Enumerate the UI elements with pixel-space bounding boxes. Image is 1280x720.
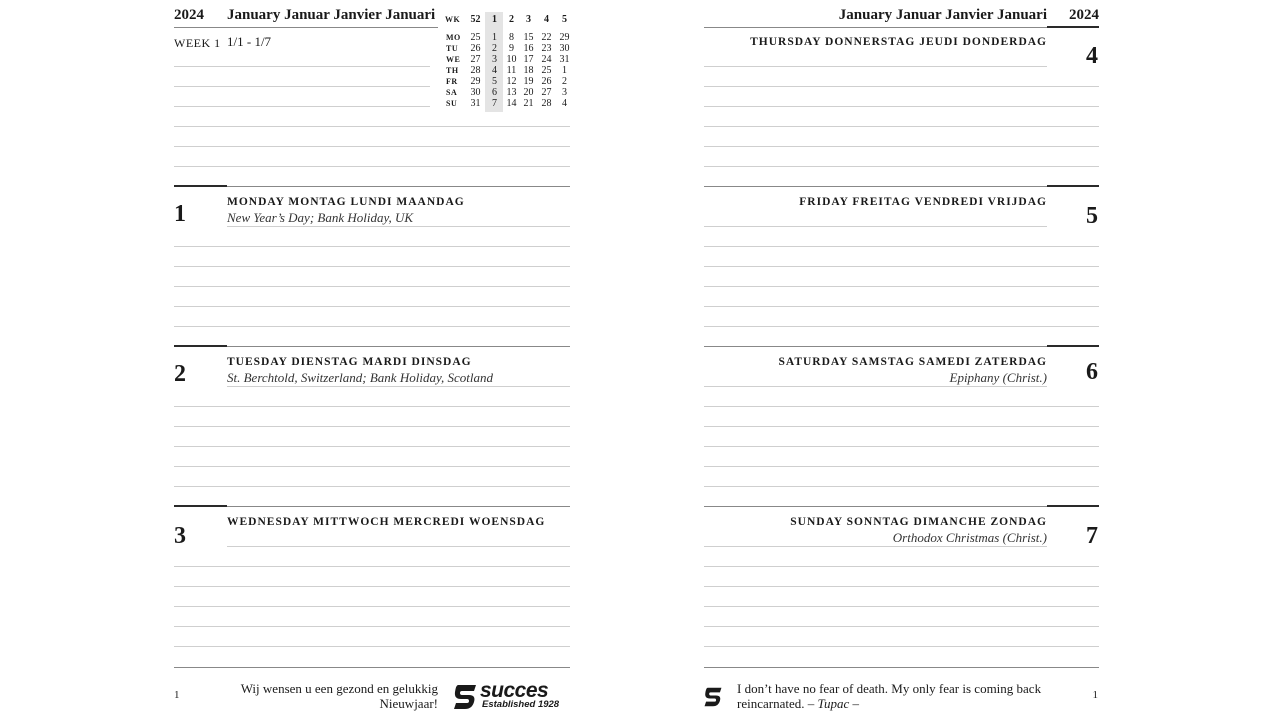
note-line: [174, 86, 430, 87]
mini-calendar-week-number: 3: [526, 14, 531, 25]
note-line: [704, 646, 1099, 647]
note-line: [174, 266, 570, 267]
day-name: THURSDAY DONNERSTAG JEUDI DONDERDAG: [750, 36, 1047, 48]
day-number: 6: [1086, 359, 1098, 385]
day-number: 7: [1086, 523, 1098, 549]
note-line: [174, 126, 570, 127]
note-line: [174, 246, 570, 247]
mini-calendar-day: 28: [541, 98, 552, 109]
note-line: [704, 226, 1047, 227]
day-divider-thin: [227, 186, 570, 187]
week-range: 1/1 - 1/7: [227, 34, 272, 49]
day-name: MONDAY MONTAG LUNDI MAANDAG: [227, 196, 465, 208]
day-divider: [174, 345, 227, 347]
note-line: [704, 446, 1099, 447]
day-divider-thin: [227, 346, 570, 347]
day-divider-thin: [704, 186, 1047, 187]
holiday-note: Epiphany (Christ.): [949, 370, 1047, 385]
note-line: [704, 606, 1099, 607]
note-line: [174, 586, 570, 587]
mini-calendar-day: 8: [509, 32, 514, 43]
mini-calendar-day: 20: [523, 87, 534, 98]
mini-calendar-day: 1: [492, 32, 497, 43]
mini-calendar-week-number: 1: [492, 14, 497, 25]
mini-calendar-wk-header: WK: [445, 15, 461, 24]
note-line: [704, 406, 1099, 407]
day-divider-thin: [227, 506, 570, 507]
mini-calendar-weekday: SA: [446, 88, 458, 97]
note-line: [174, 446, 570, 447]
mini-calendar-day: 5: [492, 76, 497, 87]
mini-calendar-day: 26: [470, 43, 481, 54]
note-line: [704, 306, 1099, 307]
mini-calendar-day: 22: [541, 32, 552, 43]
mini-calendar-day: 15: [523, 32, 534, 43]
day-divider-thin: [704, 346, 1047, 347]
note-line: [704, 326, 1099, 327]
day-name: SATURDAY SAMSTAG SAMEDI ZATERDAG: [778, 356, 1047, 368]
note-line: [227, 386, 570, 387]
note-line: [174, 626, 570, 627]
note-line: [174, 426, 570, 427]
note-line: [704, 146, 1099, 147]
day-name: WEDNESDAY MITTWOCH MERCREDI WOENSDAG: [227, 516, 546, 528]
mini-calendar-day: 29: [559, 32, 570, 43]
mini-calendar-day: 3: [562, 87, 567, 98]
mini-calendar-day: 4: [492, 65, 497, 76]
day-number: 2: [174, 361, 186, 387]
mini-calendar-day: 11: [506, 65, 517, 76]
note-line: [174, 566, 570, 567]
note-line: [704, 66, 1047, 67]
page-number: 1: [174, 689, 180, 701]
day-name: FRIDAY FREITAG VENDREDI VRIJDAG: [799, 196, 1047, 208]
mini-calendar-day: 1: [562, 65, 567, 76]
note-line: [704, 426, 1099, 427]
quote-line2-text: reincarnated. –: [737, 696, 818, 711]
note-line: [174, 606, 570, 607]
day-divider: [174, 185, 227, 187]
note-line: [227, 546, 570, 547]
note-line: [704, 126, 1099, 127]
note-line: [174, 406, 570, 407]
mini-calendar-week-number: 5: [562, 14, 567, 25]
mini-calendar-day: 10: [506, 54, 517, 65]
note-line: [227, 226, 570, 227]
header-rule-thick: [1047, 26, 1099, 28]
footer-greeting-line1: Wij wensen u een gezond en gelukkig: [240, 681, 438, 696]
logo-wordmark: succes: [480, 679, 549, 702]
mini-calendar-weekday: MO: [446, 33, 461, 42]
succes-s-logo-icon: [703, 686, 723, 708]
mini-calendar-weekday: TH: [446, 66, 459, 75]
note-line: [174, 166, 570, 167]
right-month-title: January Januar Janvier Januari: [838, 7, 1047, 23]
holiday-note: St. Berchtold, Switzerland; Bank Holiday, Scotland: [227, 370, 493, 385]
note-line: [704, 86, 1099, 87]
holiday-note: Orthodox Christmas (Christ.): [892, 530, 1047, 545]
note-line: [704, 106, 1099, 107]
mini-calendar-weekday: SU: [446, 99, 458, 108]
mini-calendar-day: 30: [470, 87, 481, 98]
page-number: 1: [1092, 689, 1098, 701]
note-line: [174, 466, 570, 467]
day-divider: [174, 505, 227, 507]
note-line: [704, 266, 1099, 267]
day-number: 5: [1086, 203, 1098, 229]
mini-calendar-day: 13: [506, 87, 517, 98]
day-number: 4: [1086, 43, 1098, 69]
note-line: [704, 566, 1099, 567]
day-number: 1: [174, 201, 186, 227]
quote-line2-end: –: [849, 696, 860, 711]
mini-calendar-day: 31: [470, 98, 481, 109]
mini-calendar-day: 7: [492, 98, 497, 109]
footer-quote: [737, 681, 1041, 711]
note-line: [174, 106, 430, 107]
mini-calendar-week-number: 52: [470, 14, 481, 25]
day-name: TUESDAY DIENSTAG MARDI DINSDAG: [227, 356, 472, 368]
note-line: [174, 306, 570, 307]
mini-calendar-week-number: 2: [509, 14, 514, 25]
mini-calendar-weekday: WE: [446, 55, 461, 64]
mini-calendar-weekday: TU: [446, 44, 459, 53]
note-line: [704, 386, 1047, 387]
note-line: [174, 486, 570, 487]
mini-calendar-day: 27: [541, 87, 552, 98]
footer-rule: [704, 667, 1099, 668]
mini-calendar-day: 18: [523, 65, 534, 76]
mini-calendar-day: 28: [470, 65, 481, 76]
day-number: 3: [174, 523, 186, 549]
mini-calendar-day: 31: [559, 54, 570, 65]
mini-calendar-day: 16: [523, 43, 534, 54]
mini-calendar-day: 29: [470, 76, 481, 87]
note-line: [704, 166, 1099, 167]
note-line: [704, 466, 1099, 467]
day-name: SUNDAY SONNTAG DIMANCHE ZONDAG: [790, 516, 1047, 528]
mini-calendar-weekday: FR: [446, 77, 458, 86]
note-line: [174, 646, 570, 647]
mini-calendar-day: 3: [492, 54, 497, 65]
holiday-note: New Year’s Day; Bank Holiday, UK: [227, 210, 414, 225]
mini-calendar-day: 2: [562, 76, 567, 87]
mini-calendar-day: 26: [541, 76, 552, 87]
logo-tagline: Established 1928: [482, 699, 560, 710]
mini-calendar-day: 24: [541, 54, 552, 65]
mini-calendar-day: 9: [509, 43, 514, 54]
mini-calendar-day: 17: [523, 54, 534, 65]
mini-calendar-day: 12: [506, 76, 517, 87]
note-line: [704, 486, 1099, 487]
mini-calendar-day: 2: [492, 43, 497, 54]
mini-calendar-day: 25: [541, 65, 552, 76]
mini-calendar-day: 27: [470, 54, 481, 65]
day-divider: [1047, 185, 1099, 187]
note-line: [704, 286, 1099, 287]
mini-calendar-day: 30: [559, 43, 570, 54]
mini-calendar-day: 21: [523, 98, 534, 109]
left-month-title: January Januar Janvier Januari: [227, 7, 436, 23]
day-divider: [1047, 345, 1099, 347]
right-year: 2024: [1069, 7, 1099, 23]
note-line: [174, 286, 570, 287]
footer-greeting-line2: Nieuwjaar!: [379, 696, 438, 711]
note-line: [704, 546, 1047, 547]
left-year: 2024: [174, 7, 204, 23]
day-divider: [1047, 505, 1099, 507]
note-line: [704, 246, 1099, 247]
note-line: [174, 326, 570, 327]
note-line: [174, 146, 570, 147]
mini-calendar-day: 4: [562, 98, 567, 109]
succes-s-logo-icon: [452, 683, 478, 711]
mini-calendar-day: 19: [523, 76, 534, 87]
mini-calendar-week-number: 4: [544, 14, 549, 25]
mini-calendar-day: 23: [541, 43, 552, 54]
mini-calendar-day: 6: [492, 87, 497, 98]
mini-calendar-day: 14: [506, 98, 517, 109]
footer-greeting: [241, 681, 438, 711]
mini-calendar-day: 25: [470, 32, 481, 43]
quote-author: Tupac: [817, 696, 850, 711]
quote-line1: I don’t have no fear of death. My only fear is coming back: [737, 681, 1042, 696]
header-rule: [174, 27, 438, 28]
day-divider-thin: [704, 506, 1047, 507]
footer-rule: [174, 667, 570, 668]
note-line: [704, 626, 1099, 627]
quote-line2: [737, 696, 1041, 711]
note-line: [174, 66, 430, 67]
note-line: [704, 586, 1099, 587]
header-rule: [704, 27, 1047, 28]
week-label: WEEK 1: [174, 36, 221, 50]
